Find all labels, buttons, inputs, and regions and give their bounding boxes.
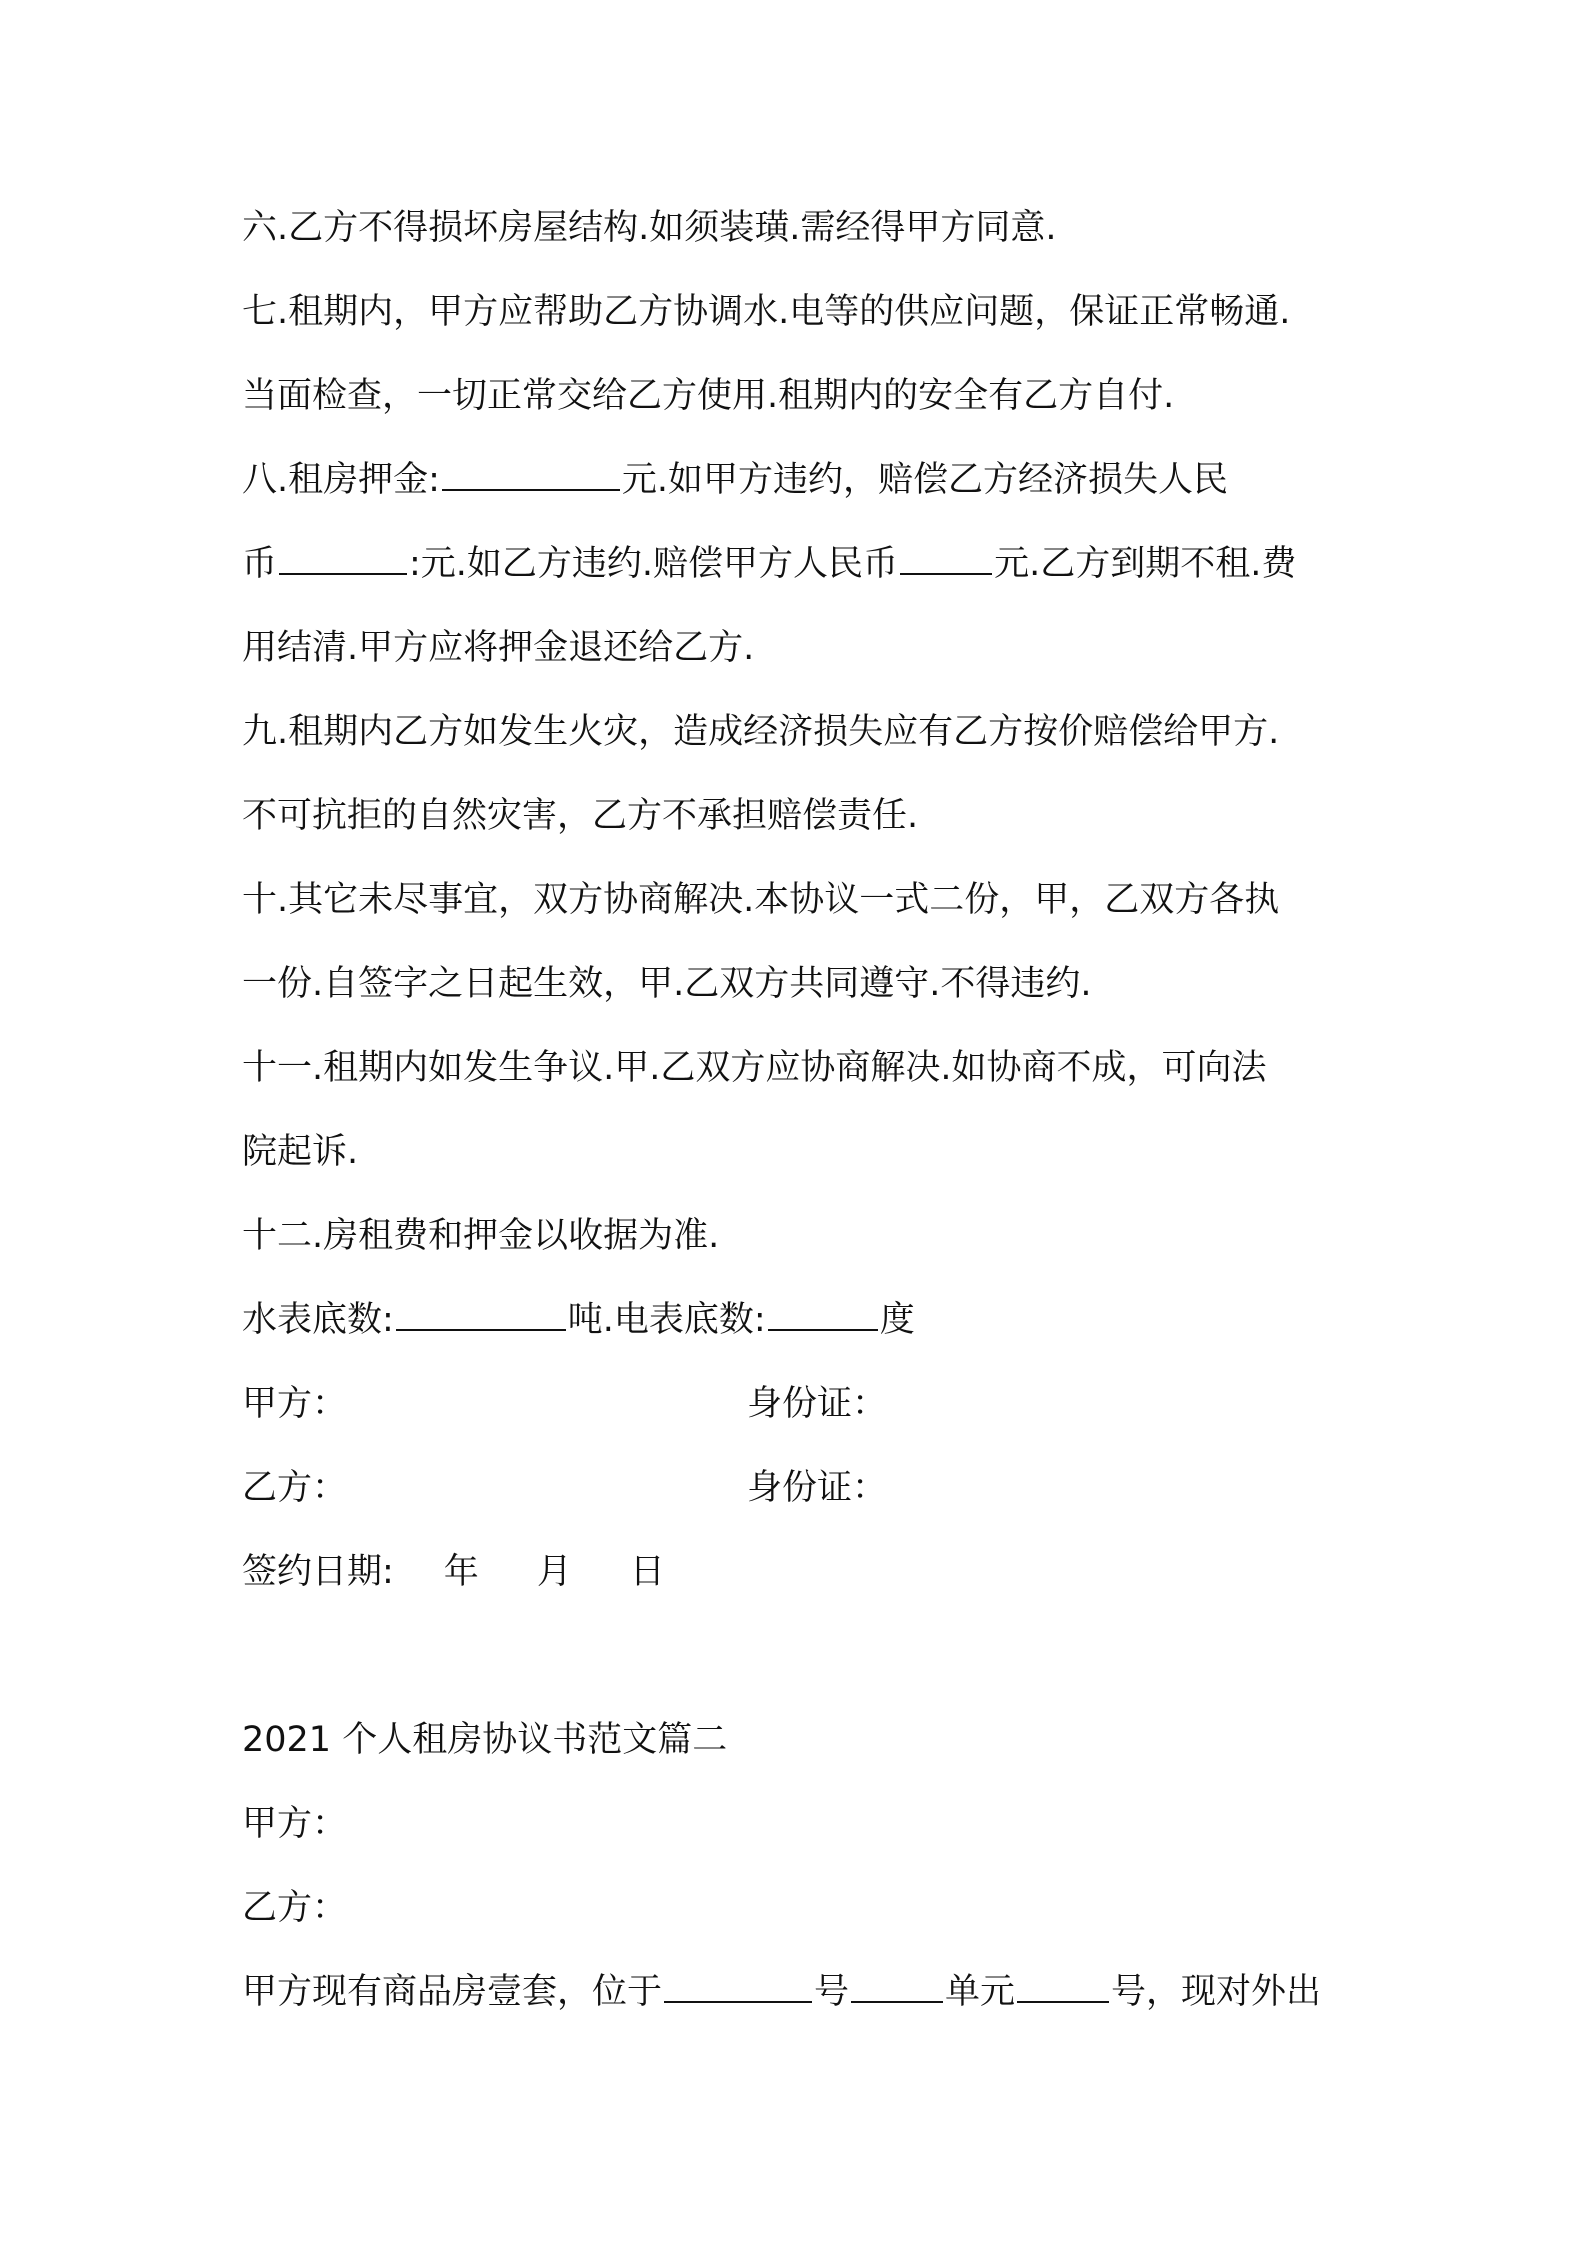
second-article-title [242, 1698, 1360, 1782]
clause-10-line-1 [242, 858, 1360, 942]
clause-11-text-1: 十一.租期内如发生争议.甲.乙双方应协商解决.如协商不成，可向法 [242, 1048, 1267, 1088]
clause-9-line-2 [242, 774, 1360, 858]
building-number-blank [664, 1963, 812, 2004]
second-article-party-b [242, 1866, 1360, 1950]
signing-date-label: 签约日期: [242, 1552, 394, 1592]
clause-10-text-1: 十.其它未尽事宜，双方协商解决.本协议一式二份，甲，乙双方各执 [242, 880, 1280, 920]
clause-8-text-3: 元.乙方到期不租.费 [994, 544, 1297, 584]
clause-8-currency: 币 [242, 544, 278, 584]
second-article-intro [242, 1950, 1360, 2034]
second-party-b-label: 乙方： [242, 1888, 348, 1928]
signing-month-label: 月 [536, 1552, 572, 1592]
clause-12 [242, 1194, 1360, 1278]
clause-6 [242, 186, 1360, 270]
party-b-id-label: 身份证： [747, 1468, 888, 1508]
clause-7-line-2 [242, 354, 1360, 438]
power-meter-label: 吨.电表底数: [567, 1300, 766, 1340]
clause-8-text-2: :元.如乙方违约.赔偿甲方人民币 [409, 544, 899, 584]
signature-party-a [242, 1362, 1360, 1446]
signing-day-label: 日 [629, 1552, 665, 1592]
clause-8-text-4: 用结清.甲方应将押金退还给乙方. [242, 628, 755, 668]
clause-8-line-1 [242, 438, 1360, 522]
second-article-party-a [242, 1782, 1360, 1866]
intro-text-1: 甲方现有商品房壹套，位于 [242, 1972, 663, 2012]
unit-number-blank [851, 1963, 943, 2004]
compensation-b-blank [900, 535, 992, 576]
party-a-id-label: 身份证： [747, 1384, 888, 1424]
clause-11-line-2 [242, 1110, 1360, 1194]
second-party-a-label: 甲方： [242, 1804, 348, 1844]
clause-7-text-2: 当面检查，一切正常交给乙方使用.租期内的安全有乙方自付. [242, 376, 1175, 416]
meter-readings [242, 1278, 1360, 1362]
signing-date [242, 1530, 1360, 1614]
signature-party-b [242, 1446, 1360, 1530]
clause-7-text-1: 七.租期内，甲方应帮助乙方协调水.电等的供应问题，保证正常畅通. [242, 292, 1291, 332]
deposit-label: 八.租房押金: [242, 460, 440, 500]
clause-8-line-2 [242, 522, 1360, 606]
party-a-label: 甲方： [242, 1384, 348, 1424]
clause-6-text: 六.乙方不得损坏房屋结构.如须装璜.需经得甲方同意. [242, 208, 1057, 248]
party-b-label: 乙方： [242, 1468, 348, 1508]
clause-10-text-2: 一份.自签字之日起生效，甲.乙双方共同遵守.不得违约. [242, 964, 1092, 1004]
intro-text-2: 号 [814, 1972, 850, 2012]
clause-11-line-1 [242, 1026, 1360, 1110]
power-meter-unit: 度 [879, 1300, 915, 1340]
clause-9-text-2: 不可抗拒的自然灾害，乙方不承担赔偿责任. [242, 796, 919, 836]
clause-8-line-3 [242, 606, 1360, 690]
clause-9-text-1: 九.租期内乙方如发生火灾，造成经济损失应有乙方按价赔偿给甲方. [242, 712, 1280, 752]
clause-8-text-1: 元.如甲方违约，赔偿乙方经济损失人民 [621, 460, 1229, 500]
compensation-a-blank [279, 535, 407, 576]
deposit-amount-blank [442, 451, 620, 492]
intro-text-3: 单元 [945, 1972, 1016, 2012]
water-meter-label: 水表底数: [242, 1300, 394, 1340]
clause-11-text-2: 院起诉. [242, 1132, 359, 1172]
power-meter-blank [768, 1291, 878, 1332]
clause-7-line-1 [242, 270, 1360, 354]
second-article-title-text: 2021 个人租房协议书范文篇二 [242, 1720, 728, 1760]
clause-12-text: 十二.房租费和押金以收据为准. [242, 1216, 720, 1256]
room-number-blank [1017, 1963, 1109, 2004]
intro-text-4: 号，现对外出 [1111, 1972, 1322, 2012]
signing-year-label: 年 [443, 1552, 479, 1592]
water-meter-blank [396, 1291, 566, 1332]
clause-10-line-2 [242, 942, 1360, 1026]
clause-9-line-1 [242, 690, 1360, 774]
